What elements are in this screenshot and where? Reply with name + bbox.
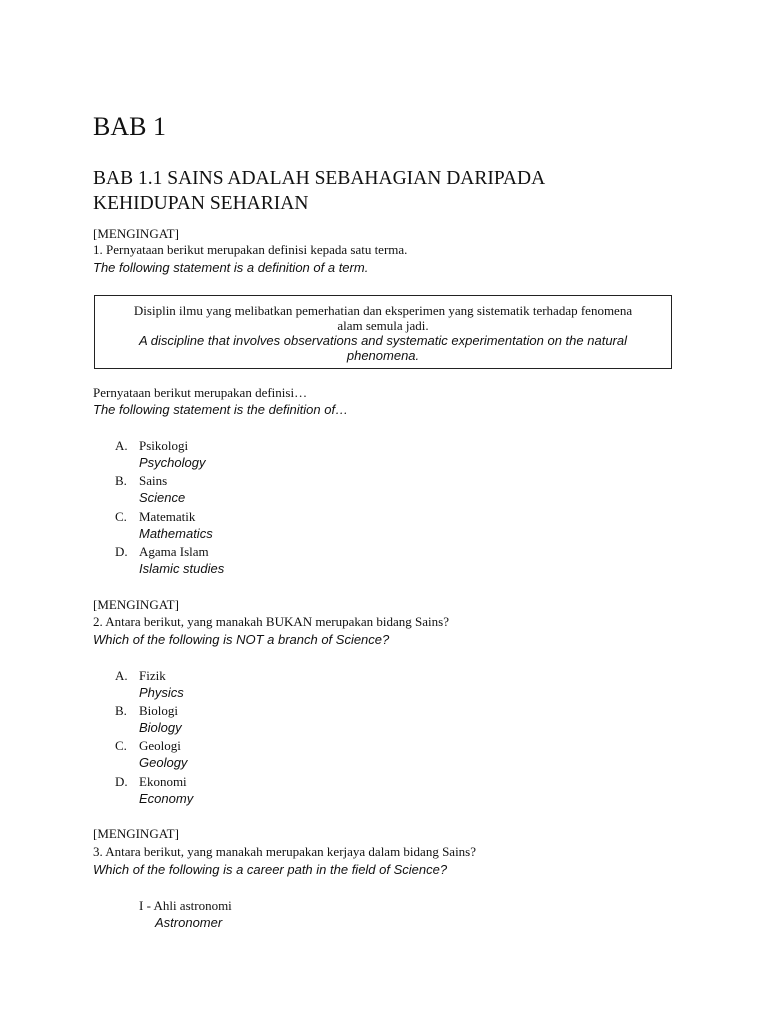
option-text-english: Economy (139, 791, 194, 806)
item-text-malay: I - Ahli astronomi (139, 898, 232, 913)
definition-english: A discipline that involves observations and systematic experimentation on the natural phenomena. (138, 333, 627, 363)
definition-box (94, 295, 672, 369)
section-heading: BAB 1.1 SAINS ADALAH SEBAHAGIAN DARIPADA KEHIDUPAN SEHARIAN (93, 168, 545, 214)
option-letter: A. (115, 438, 128, 453)
option-letter: A. (115, 668, 128, 683)
definition-malay: Disiplin ilmu yang melibatkan pemerhatian dan eksperimen yang sistematik terhadap fenomena alam semula jadi. (133, 303, 633, 333)
option-text-malay: Ekonomi (139, 774, 187, 789)
q3-stem-malay: 3. Antara berikut, yang manakah merupakan kerjaya dalam bidang Sains? (93, 844, 477, 859)
option-letter: C. (115, 738, 127, 753)
q2-stem-malay: 2. Antara berikut, yang manakah BUKAN merupakan bidang Sains? (93, 614, 449, 629)
option-text-malay: Biologi (139, 703, 179, 718)
option-text-malay: Geologi (139, 738, 181, 753)
option-text-english: Mathematics (139, 526, 213, 541)
option-text-english: Science (139, 490, 186, 505)
option-letter: D. (115, 544, 128, 559)
chapter-heading: BAB 1 (93, 112, 166, 141)
q2-tag: [MENGINGAT] (93, 597, 179, 612)
option-letter: C. (115, 509, 127, 524)
option-text-malay: Matematik (139, 509, 196, 524)
option-text-malay: Fizik (139, 668, 166, 683)
option-letter: B. (115, 473, 127, 488)
q1-prompt-malay: Pernyataan berikut merupakan definisi… (93, 385, 308, 400)
q1-stem-malay: 1. Pernyataan berikut merupakan definisi kepada satu terma. (93, 242, 408, 257)
option-text-malay: Sains (139, 473, 168, 488)
item-text-english: Astronomer (155, 915, 223, 930)
option-text-english: Physics (139, 685, 184, 700)
q1-stem-english: The following statement is a definition of a term. (93, 260, 369, 275)
q2-stem-english: Which of the following is NOT a branch of Science? (93, 632, 390, 647)
q1-prompt-english: The following statement is the definition of… (93, 402, 349, 417)
option-text-malay: Agama Islam (139, 544, 209, 559)
option-text-english: Geology (139, 755, 188, 770)
q3-tag: [MENGINGAT] (93, 826, 179, 841)
option-text-english: Psychology (139, 455, 206, 470)
q1-tag: [MENGINGAT] (93, 226, 179, 241)
option-text-english: Islamic studies (139, 561, 225, 576)
q3-stem-english: Which of the following is a career path in the field of Science? (93, 862, 448, 877)
option-letter: D. (115, 774, 128, 789)
option-letter: B. (115, 703, 127, 718)
option-text-malay: Psikologi (139, 438, 189, 453)
option-text-english: Biology (139, 720, 182, 735)
